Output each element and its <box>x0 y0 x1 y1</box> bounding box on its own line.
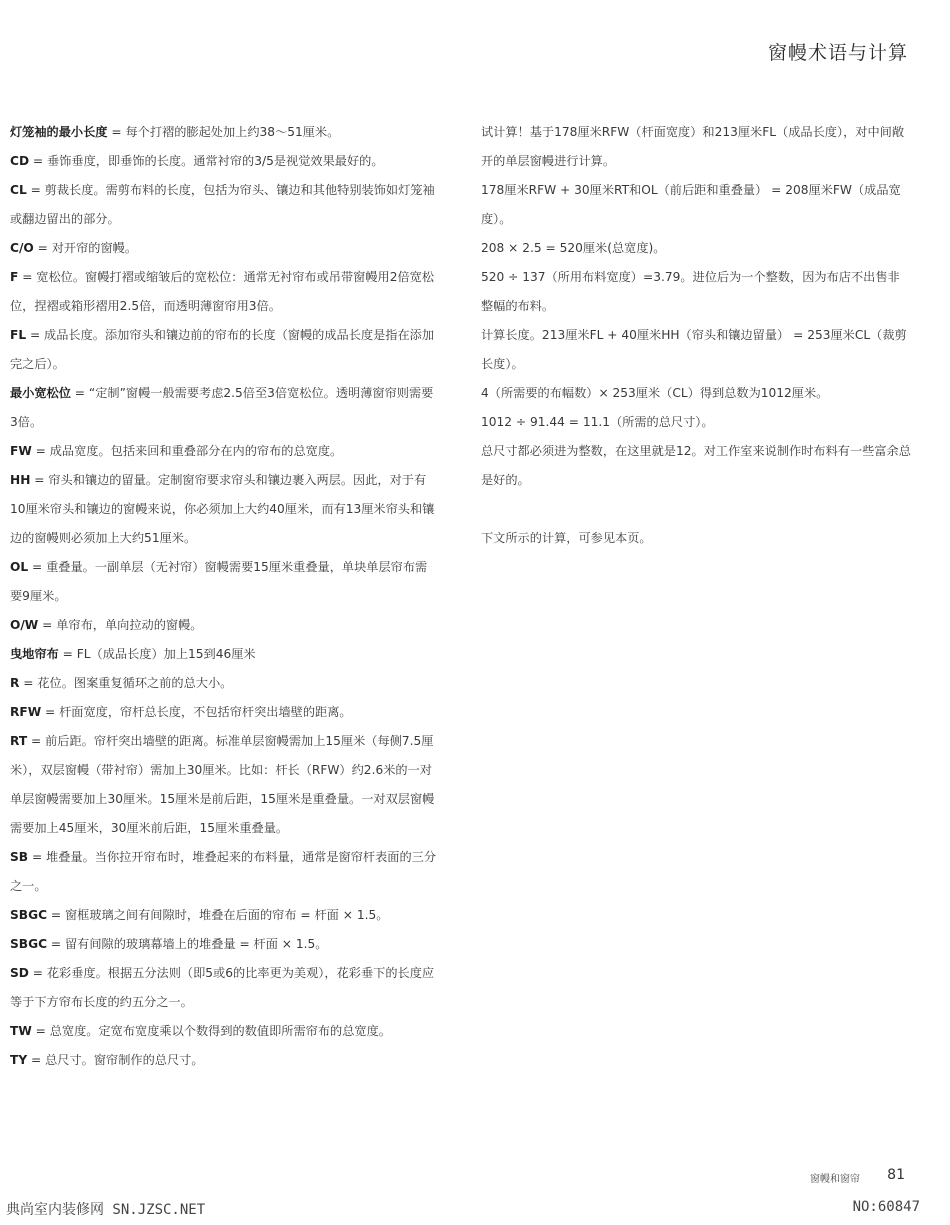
glossary-term: CL <box>10 183 27 197</box>
watermark-number: NO:60847 <box>852 1199 920 1215</box>
glossary-term: FL <box>10 328 27 342</box>
glossary-term: SD <box>10 966 29 980</box>
glossary-entry <box>10 147 438 176</box>
glossary-entry <box>10 437 438 466</box>
glossary-definition: = 重叠量。一副单层（无衬帘）窗幔需要15厘米重叠量，单块单层帘布需要9厘米。 <box>10 560 428 603</box>
glossary-entry <box>10 379 438 437</box>
glossary-entry <box>10 901 438 930</box>
glossary-term: 灯笼袖的最小长度 <box>10 125 108 139</box>
glossary-definition: = 总宽度。定宽布宽度乘以个数得到的数值即所需帘布的总宽度。 <box>31 1024 391 1038</box>
glossary-term: RT <box>10 734 28 748</box>
glossary-entry <box>10 466 438 553</box>
calculation-paragraph: 4（所需要的布幅数）× 253厘米（CL）得到总数为1012厘米。 <box>481 386 829 400</box>
glossary-definition: = FL（成品长度）加上15到46厘米 <box>58 647 256 661</box>
glossary-definition: = 花位。图案重复循环之前的总大小。 <box>19 676 233 690</box>
glossary-term: SB <box>10 850 29 864</box>
glossary-entry <box>10 1017 438 1046</box>
glossary-term: 最小宽松位 <box>10 386 71 400</box>
glossary-term: FW <box>10 444 32 458</box>
glossary-definition: = 杆面宽度，帘杆总长度，不包括帘杆突出墙壁的距离。 <box>41 705 352 719</box>
glossary-entry <box>10 727 438 843</box>
paragraph-spacer <box>481 495 911 524</box>
calculation-paragraph: 1012 ÷ 91.44 = 11.1（所需的总尺寸）。 <box>481 415 714 429</box>
glossary-entry <box>10 263 438 321</box>
calculation-paragraph: 178厘米RFW + 30厘米RT和OL（前后距和重叠量） = 208厘米FW（成品宽度）。 <box>481 183 901 226</box>
glossary-term: OL <box>10 560 29 574</box>
footer-section-title: 窗幔和窗帘 <box>810 1174 860 1185</box>
glossary-entry <box>10 118 438 147</box>
glossary-entry <box>10 640 438 669</box>
glossary-definition: = 成品长度。添加帘头和镶边前的帘布的长度（窗幔的成品长度是指在添加完之后）。 <box>10 328 435 371</box>
glossary-term: TY <box>10 1053 28 1067</box>
glossary-entry <box>10 843 438 901</box>
glossary-definition: = 花彩垂度。根据五分法则（即5或6的比率更为美观），花彩垂下的长度应等于下方帘布长度的约五分之一。 <box>10 966 435 1009</box>
glossary-entry <box>10 553 438 611</box>
glossary-definition: = “定制”窗幔一般需要考虑2.5倍至3倍宽松位。透明薄窗帘则需要3倍。 <box>10 386 434 429</box>
glossary-definition: = 剪裁长度。需剪布料的长度，包括为帘头、镶边和其他特别装饰如灯笼袖或翻边留出的部分。 <box>10 183 435 226</box>
glossary-term: TW <box>10 1024 32 1038</box>
glossary-column <box>10 118 438 1075</box>
glossary-entry <box>10 234 438 263</box>
glossary-entry <box>10 930 438 959</box>
glossary-definition: = 堆叠量。当你拉开帘布时，堆叠起来的布料量，通常是窗帘杆表面的三分之一。 <box>10 850 437 893</box>
glossary-definition: = 总尺寸。窗帘制作的总尺寸。 <box>27 1053 204 1067</box>
glossary-definition: = 帘头和镶边的留量。定制窗帘要求帘头和镶边裹入两层。因此，对于有10厘米帘头和镶边的窗幔来说，你必须加上大约40厘米，而有13厘米帘头和镶边的窗幔则必须加上大约51厘米。 <box>10 473 435 545</box>
calculation-paragraph: 试计算！基于178厘米RFW（杆面宽度）和213厘米FL（成品长度），对中间敞开的单层窗幔进行计算。 <box>481 125 905 168</box>
glossary-definition: = 每个打褶的膨起处加上约38～51厘米。 <box>107 125 340 139</box>
glossary-term: F <box>10 270 19 284</box>
calculation-paragraph: 208 × 2.5 = 520厘米(总宽度)。 <box>481 241 666 255</box>
glossary-entry <box>10 959 438 1017</box>
glossary-term: R <box>10 676 20 690</box>
glossary-definition: = 前后距。帘杆突出墙壁的距离。标准单层窗幔需加上15厘米（每侧7.5厘米），双层窗幔（带衬帘）需加上30厘米。比如：杆长（RFW）约2.6米的一对单层窗幔需要加上30厘米。15厘米是前后距，15厘米是重叠量。一对双层窗幔需要加上45厘米，30厘米前后距，15厘米重叠量。 <box>10 734 435 835</box>
glossary-term: C/O <box>10 241 34 255</box>
calculation-note: 下文所示的计算，可参见本页。 <box>481 531 652 545</box>
glossary-term: O/W <box>10 618 39 632</box>
glossary-definition: = 单帘布，单向拉动的窗幔。 <box>38 618 203 632</box>
glossary-definition: = 垂饰垂度，即垂饰的长度。通常衬帘的3/5是视觉效果最好的。 <box>29 154 384 168</box>
page-number: 81 <box>887 1167 905 1183</box>
glossary-term: RFW <box>10 705 42 719</box>
calculation-paragraph: 计算长度。213厘米FL + 40厘米HH（帘头和镶边留量） = 253厘米CL（裁剪长度）。 <box>481 328 907 371</box>
glossary-entry <box>10 321 438 379</box>
glossary-definition: = 宽松位。窗幔打褶或缩皱后的宽松位：通常无衬帘布或吊带窗幔用2倍宽松位，捏褶或箱形褶用2.5倍，而透明薄窗帘用3倍。 <box>10 270 435 313</box>
glossary-definition: = 留有间隙的玻璃幕墙上的堆叠量 = 杆面 × 1.5。 <box>47 937 328 951</box>
glossary-definition: = 成品宽度。包括来回和重叠部分在内的帘布的总宽度。 <box>31 444 343 458</box>
glossary-term: CD <box>10 154 30 168</box>
glossary-entry <box>10 611 438 640</box>
calculation-paragraph: 总尺寸都必须进为整数，在这里就是12。对工作室来说制作时布料有一些富余总是好的。 <box>481 444 911 487</box>
calculation-paragraph: 520 ÷ 137（所用布料宽度）=3.79。进位后为一个整数，因为布店不出售非整幅的布料。 <box>481 270 900 313</box>
watermark-site: 典尚室内装修网 SN.JZSC.NET <box>6 1202 206 1218</box>
glossary-term: SBGC <box>10 937 48 951</box>
glossary-entry <box>10 1046 438 1075</box>
glossary-term: HH <box>10 473 31 487</box>
glossary-term: 曳地帘布 <box>10 647 59 661</box>
calculation-column <box>481 118 911 553</box>
glossary-entry <box>10 698 438 727</box>
glossary-definition: = 窗框玻璃之间有间隙时，堆叠在后面的帘布 = 杆面 × 1.5。 <box>47 908 389 922</box>
glossary-entry <box>10 669 438 698</box>
page-title: 窗幔术语与计算 <box>767 42 908 64</box>
glossary-term: SBGC <box>10 908 48 922</box>
glossary-definition: = 对开帘的窗幔。 <box>33 241 138 255</box>
glossary-entry <box>10 176 438 234</box>
